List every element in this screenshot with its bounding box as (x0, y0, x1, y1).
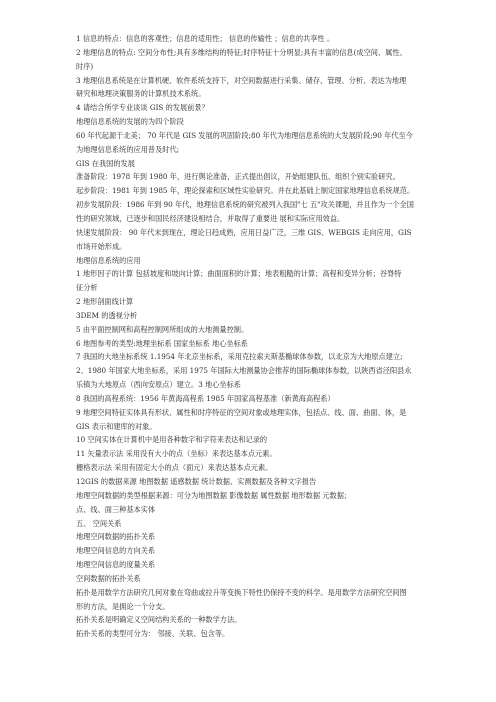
text-line: 2、1980 年国家大地坐标系，采用 1975 年国际大地测量协会推荐的国际椭球体参数，以陕西省泾阳县永 (76, 366, 412, 376)
text-line: 6 地图参考的类型:地理坐标系 国家坐标系 地心坐标系 (76, 338, 248, 348)
text-line: 4 请结合所学专业谈谈 GIS 的发展前景？ (76, 103, 209, 113)
text-line: GIS 表示和建库的对象。 (76, 421, 157, 431)
text-line: 形的方法，是拥论一个分支。 (76, 601, 170, 611)
text-line: 拓扑关系是明确定义空间结构关系的一种数学方法。 (76, 615, 242, 625)
text-line: 地理空间数据的类型根据来源：可分为地图数据 影像数据 属性数据 地形数据 元数据； (76, 490, 352, 500)
text-line: 2 地形剖面线计算 (76, 297, 134, 307)
text-line: 初步发展阶段：1986 年到 90 年代，地理信息系统的研究被列入我国"七 五"攻关课题，并且作为一个全国 (76, 200, 414, 210)
text-line: 60 年代起源于北美； 70 年代是 GIS 发展的巩固阶段;80 年代为地理信息系统的大发展阶段;90 年代至今 (76, 130, 413, 140)
text-line: 栅格表示法 采用有固定大小的点（面元）来表达基本点元素。 (76, 463, 273, 473)
text-line: 点、线、面三种基本实体 (76, 504, 156, 514)
text-line: 性的研究领域，已逐步和国民经济建设相结合，并取得了重要进 展和实际应用效益。 (76, 213, 345, 223)
text-line: 为地理信息系统的应用普及时代; (76, 144, 180, 154)
text-line: 地理空间信息的度量关系 (76, 560, 156, 570)
text-line: 市场开始形成。 (76, 241, 127, 251)
text-line: GIS 在我国的发展 (76, 158, 135, 168)
text-line: 1 信息的特点：信息的客观性；信息的适用性； 信息的传输性 ；信息的共享性 。 (76, 34, 335, 43)
text-line: 乐镇为大地原点（西向安原点）建立。3 地心坐标系 (76, 380, 241, 390)
text-line: 地理信息系统的应用 (76, 255, 141, 265)
text-line: 起步阶段：1981 年到 1985 年，理论探索和区域性实验研究。并在此基础上制定国家地理信息系统规范。 (76, 186, 415, 196)
text-line: 8 我国的高程系统：1956 年黄海高程系 1985 年国家高程基准（新黄海高程系） (76, 393, 335, 403)
text-line: 3 地理信息系统是在计算机硬、软件系统支持下，对空间数据进行采集、储存、管理、分析、表达为地理 (76, 75, 407, 85)
text-line: 拓扑关系的类型可分为： 邻接、关联、包含等。 (76, 629, 230, 639)
text-line: 10 空间实体在计算机中是用各种数字和字符来表达和记录的 (76, 435, 268, 445)
text-line: 9 地理空间特征实体具有形状、属性和时序特征的空间对象或地理实体，包括点、线、面、曲面、体，是 (76, 407, 407, 417)
text-line: 5 由平面控制网和高程控制网所组成的大地测量控制。 (76, 324, 249, 334)
text-line: 空间数据的拓扑关系 (76, 573, 141, 583)
text-line: 11 矢量表示法 采用没有大小的点（坐标）来表达基本点元素。 (76, 449, 277, 459)
text-line: 征分析 (76, 283, 98, 293)
text-line: 12GIS 的数据来源 地图数据 遥感数据 统计数据、实测数据及各种文字报告 (76, 477, 317, 486)
text-line: 快速发展阶段： 90 年代末到现在，理论日趋成熟，应用日益广泛，三维 GIS、WEBGIS 走向应用，GIS (76, 227, 412, 237)
text-line: 拓扑是用数学方法研究几何对象在弯曲或拉升等变换下特性仍保持不变的科学。是用数学方法研究空间图 (76, 587, 407, 597)
text-line: 研究和地理决策服务的计算机技术系统。 (76, 89, 206, 99)
text-line: 地理信息系统的发展的为四个阶段 (76, 117, 184, 127)
text-line: 地理空间数据的拓扑关系 (76, 532, 156, 542)
text-line: 五、 空间关系 (76, 518, 122, 528)
text-line: 1 地形因子的计算 包括坡度和坡向计算；曲面面积的计算；地表粗糙的计算；高程和变异分析；谷脊特 (76, 269, 402, 279)
text-line: 3DEM 的透视分析 (76, 310, 138, 320)
text-line: 2 地理信息的特点: 空间分布性;具有多维结构的特征;时序特征十分明显;具有丰富的信息(成空间、属性、 (76, 47, 407, 57)
text-line: 7 我国的大地坐标系统 1.1954 年北京坐标系，采用克拉索夫斯基椭球体参数，以北京为大地原点建立; (76, 352, 403, 362)
text-line: 地理空间信息的方向关系 (76, 546, 156, 556)
text-line: 时序) (76, 61, 94, 71)
text-line: 准备阶段：1978 年到 1980 年，进行舆论准备，正式提出倡议，开始组建队伍、组织个别实验研究。 (76, 172, 400, 182)
